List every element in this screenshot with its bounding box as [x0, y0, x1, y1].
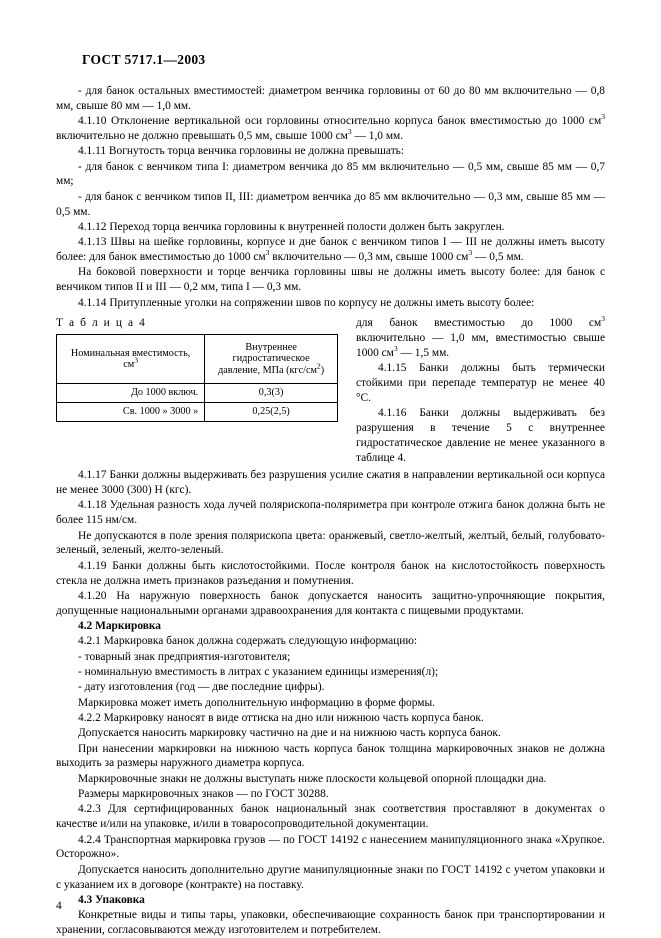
superscript: 3: [601, 112, 605, 122]
paragraph: Допускается наносить дополнительно другие манипуляционные знаки по ГОСТ 14192 с учетом упаковки и с указанием их в договоре (контракте) на поставку.: [56, 863, 605, 891]
cell-pressure: 0,3(3): [205, 384, 338, 403]
superscript: 3: [134, 355, 138, 365]
column-header-pressure-line3: давление, МПа (кгс/см: [218, 365, 317, 377]
paragraph: 4.1.17 Банки должны выдерживать без разрушения усилие сжатия в направлении вертикальной оси корпуса не менее 3000 (300) Н (кгс).: [56, 469, 605, 497]
column-header-capacity-line2: см: [123, 359, 135, 371]
table-section: [56, 316, 605, 466]
cell-capacity: Св. 1000 » 3000 »: [57, 402, 205, 421]
page-header: ГОСТ 5717.1—2003: [82, 52, 206, 67]
column-header-pressure: [205, 335, 338, 384]
paragraph: - для банок остальных вместимостей: диаметром венчика горловины от 60 до 80 мм включительно — 0,8 мм, свыше 80 мм — 1,0 мм.: [56, 85, 605, 112]
table-side-text: [356, 316, 605, 466]
paragraph: 4.1.13 Швы на шейке горловины, корпусе и дне банок с венчиком типов I — III не должны иметь высоту более: для банок вместимостью до 1000 $см^3$ включительно — 0,3 мм, свыше 1000 $см^3$ — 0,5 мм.: [56, 236, 605, 264]
column-header-capacity: [57, 335, 205, 384]
paragraph: для банок вместимостью до 1000 $см^3$ включительно — 1,0 мм, вместимостью свыше 1000 $см^3$ — 1,5 мм.: [356, 316, 605, 360]
paragraph: - для банок с венчиком типа I: диаметром венчика до 85 мм включительно — 0,5 мм, свыше 85 мм — 0,7 мм;: [56, 160, 605, 188]
section-heading-marking: 4.2 Маркировка: [78, 619, 161, 632]
paragraph: 4.2.1 Маркировка банок должна содержать следующую информацию:: [78, 635, 418, 648]
paragraph: Конкретные виды и типы тары, упаковки, обеспечивающие сохранность банок при транспортировании и хранении, согласовываются между изготовителем и потребителем.: [56, 909, 605, 937]
paragraph: - для банок с венчиком типов II, III: диаметром венчика до 85 мм включительно — 0,3 мм, свыше 85 мм — 0,5 мм.: [56, 190, 605, 218]
table-header-row: [57, 335, 338, 384]
table-row: [57, 384, 338, 403]
section-heading-packaging: 4.3 Упаковка: [78, 893, 145, 906]
paragraph: 4.1.16 Банки должны выдерживать без разрушения в течение 5 с внутреннее гидростатическое давление не менее указанного в таблице 4.: [356, 407, 605, 464]
superscript: 3: [601, 316, 605, 324]
paragraph: 4.1.15 Банки должны быть термически стойкими при перепаде температур не менее 40 °С.: [356, 362, 605, 405]
paragraph: 4.1.10 Отклонение вертикальной оси горловины относительно корпуса банок вместимостью до 1000 $см^3$ включительно не должно превышать 0,5 мм, свыше 1000 $см^3$ — 1,0 мм.: [56, 112, 605, 142]
paragraph: Не допускаются в поле зрения полярископа цвета: оранжевый, светло-желтый, желтый, белый, голубовато-зеленый, зеленый, желто-зеленый.: [56, 529, 605, 557]
superscript: 2: [316, 361, 321, 371]
paragraph: 4.1.19 Банки должны быть кислотостойкими. После контроля банок на кислотостойкость поверхность стекла не должна иметь признаков разъедания и помутнения.: [56, 559, 605, 587]
column-header-pressure-line1: Внутреннее: [245, 341, 297, 353]
page-number: 4: [56, 900, 62, 912]
superscript: 3: [393, 344, 398, 354]
paragraph: Допускается наносить маркировку частично на дне и на нижнюю часть корпуса банок.: [78, 727, 501, 740]
superscript: 3: [468, 248, 473, 258]
table-4-container: [56, 316, 346, 421]
paragraph: 4.1.12 Переход торца венчика горловины к внутренней полости должен быть закруглен.: [78, 220, 505, 233]
paragraph: 4.2.2 Маркировку наносят в виде оттиска на дно или нижнюю часть корпуса банок.: [78, 711, 484, 724]
paragraph: Маркировка может иметь дополнительную информацию в форме формы.: [78, 696, 435, 709]
table-row: [57, 402, 338, 421]
paragraph: Размеры маркировочных знаков — по ГОСТ 30288.: [78, 788, 329, 801]
column-header-pressure-line2: гидростатическое: [232, 353, 310, 365]
paragraph: Маркировочные знаки не должны выступать ниже плоскости кольцевой опорной площадки дна.: [78, 772, 547, 785]
paragraph: 4.1.20 На наружную поверхность банок допускается наносить защитно-упрочняющие покрытия, допущенные национальными органами здравоохранения для контакта с пищевыми продуктами.: [56, 589, 605, 617]
cell-capacity: До 1000 включ.: [57, 384, 205, 403]
table-caption: Т а б л и ц а 4: [56, 317, 147, 330]
paragraph: На боковой поверхности и торце венчика горловины швы не должны иметь высоту более: для банок с венчиком типов II и III — 0,2 мм, типа I — 0,3 мм.: [56, 266, 605, 294]
paragraph: 4.1.14 Притупленные уголки на сопряжении швов по корпусу не должны иметь высоту более:: [78, 296, 535, 309]
superscript: 3: [265, 248, 270, 258]
table-4: [56, 334, 338, 421]
paragraph: При нанесении маркировки на нижнюю часть корпуса банок толщина маркировочных знаков не должна выходить за размеры наружного диаметра корпуса.: [56, 742, 605, 770]
paragraph: - номинальную вместимость в литрах с указанием единицы измерения(л);: [78, 665, 439, 678]
paragraph: - дату изготовления (год — две последние цифры).: [78, 681, 325, 694]
column-header-pressure-tail: ): [320, 365, 325, 377]
superscript: 3: [347, 127, 352, 137]
paragraph: 4.1.18 Удельная разность хода лучей полярископа-поляриметра при контроле отжига банок должна быть не более 115 нм/см.: [56, 499, 605, 527]
paragraph: 4.2.4 Транспортная маркировка грузов — по ГОСТ 14192 с нанесением манипуляционного знака «Хрупкое. Осторожно».: [56, 833, 605, 861]
column-header-capacity-line1: Номинальная вместимость,: [70, 347, 191, 359]
paragraph: - товарный знак предприятия-изготовителя;: [78, 650, 291, 663]
paragraph: 4.1.11 Вогнутость торца венчика горловины не должна превышать:: [78, 145, 405, 158]
paragraph: 4.2.3 Для сертифицированных банок национальный знак соответствия проставляют в документах о качестве и/или на упаковке, и/или в товаросопроводительной документации.: [56, 803, 605, 831]
main-text-block: [56, 84, 605, 938]
cell-pressure: 0,25(2,5): [205, 402, 338, 421]
